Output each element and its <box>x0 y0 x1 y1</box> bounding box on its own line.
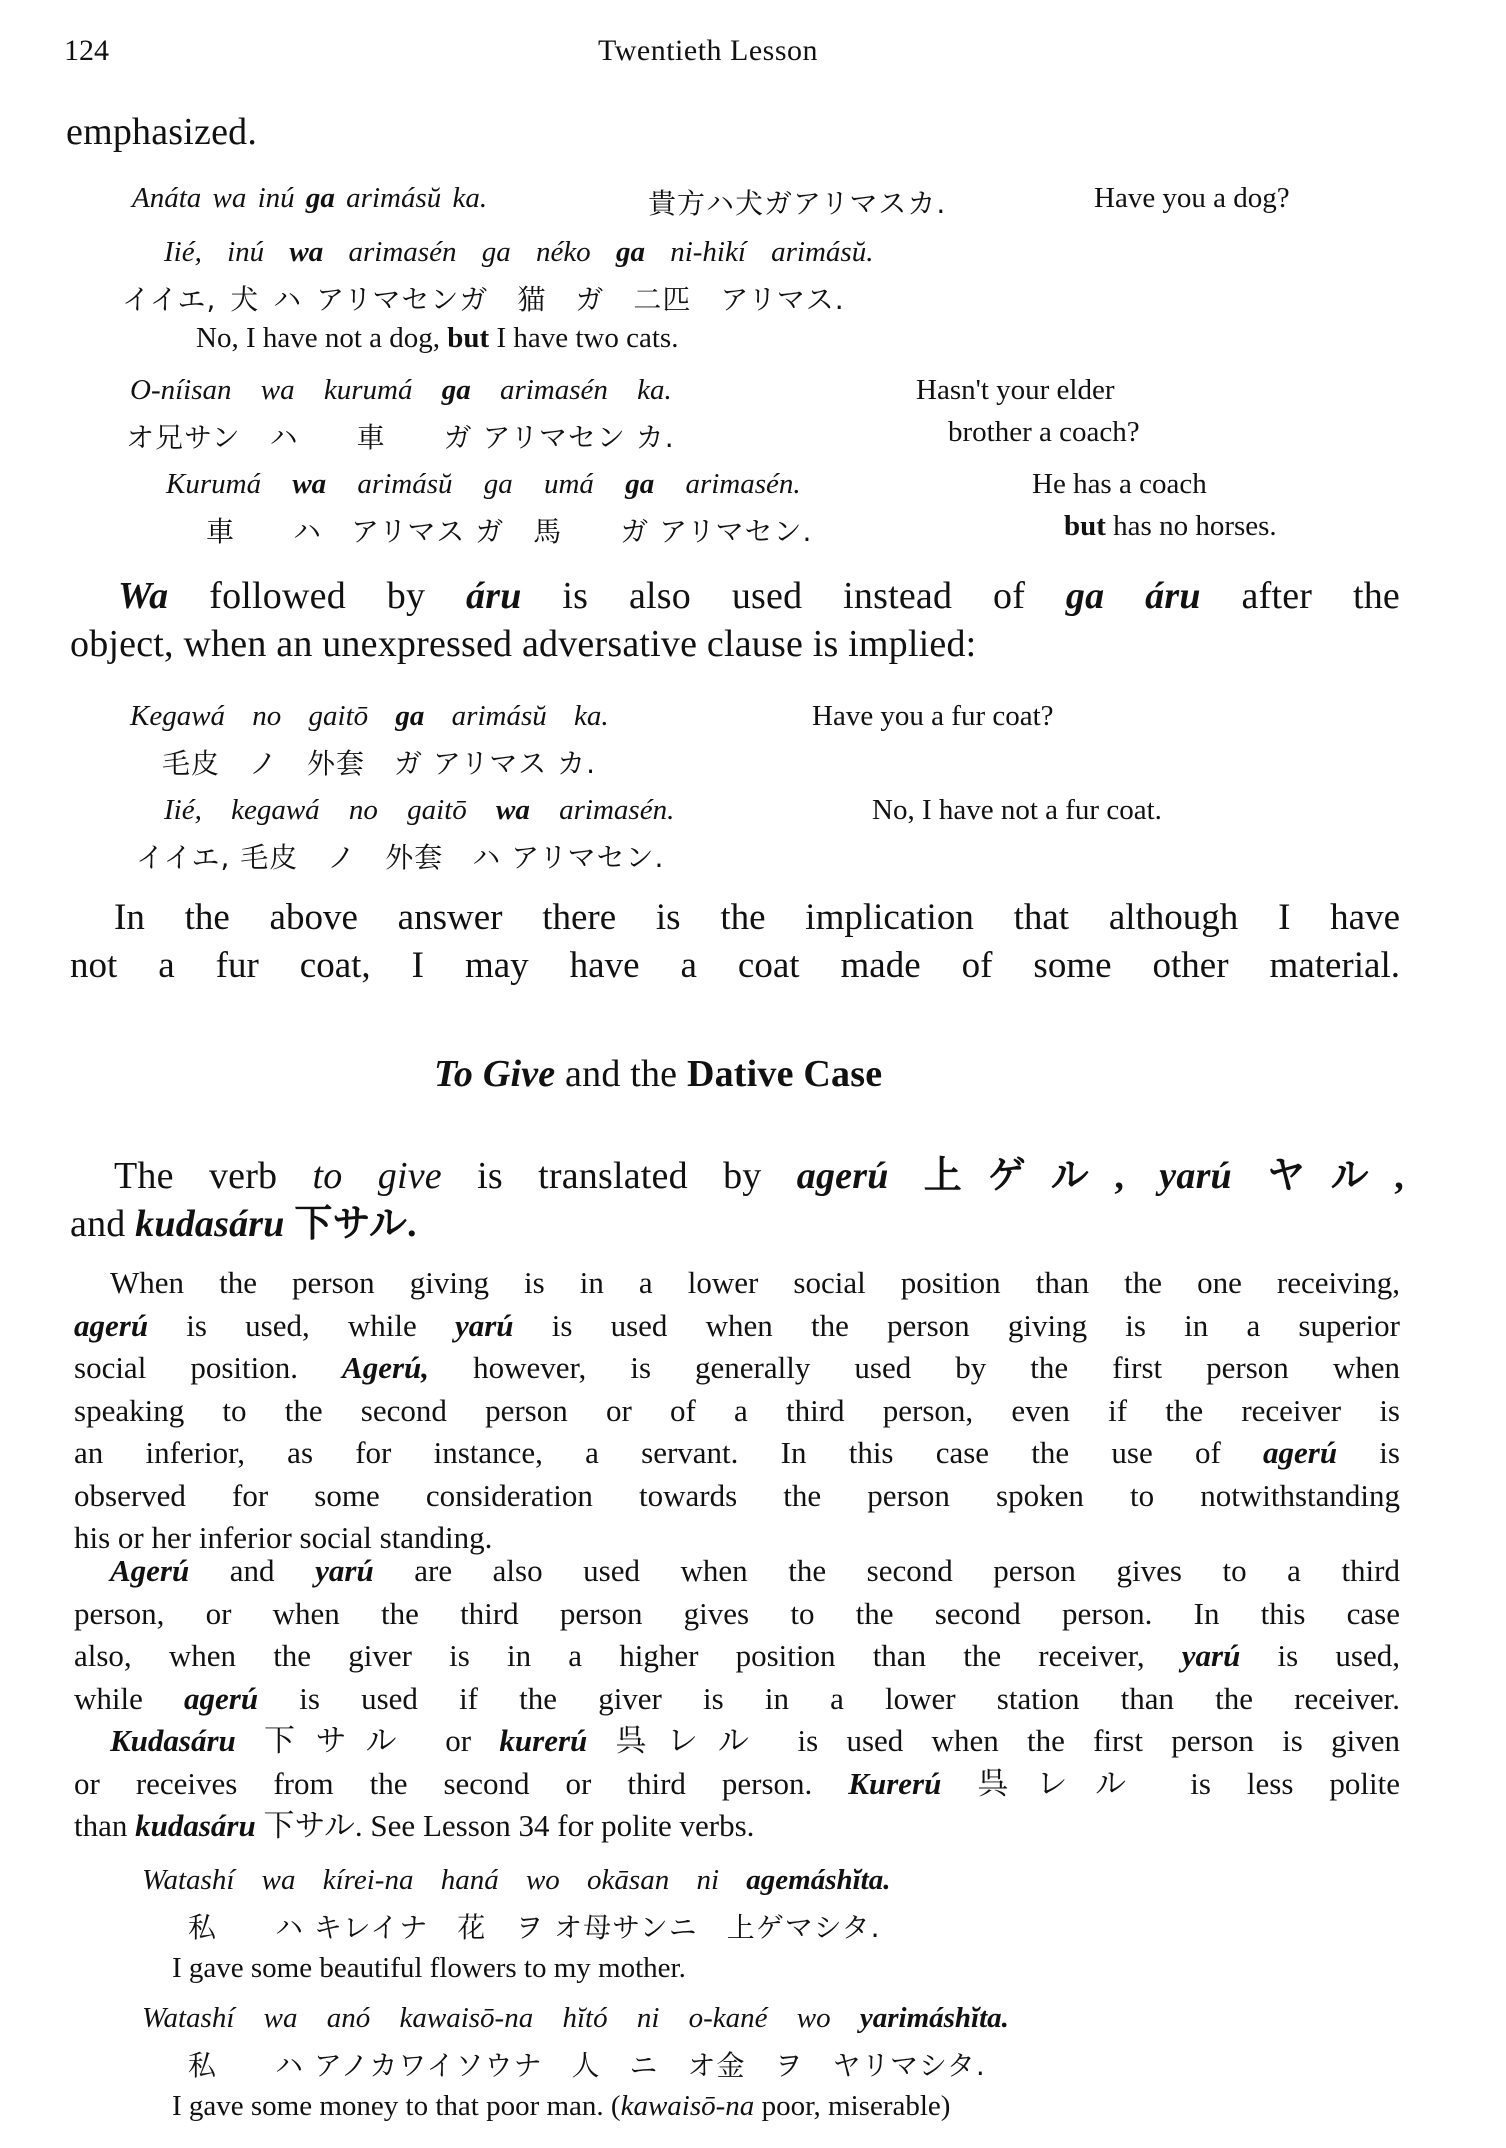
ex2-answer-japanese: 車 ハ アリマス ガ 馬 ガ アリマセン. <box>206 515 813 548</box>
ex1-answer-romaji: Iié, inú wa arimasén ga néko ga ni-hikí arimásŭ. <box>164 236 874 268</box>
ex1-question-japanese: 貴方ハ犬ガアリマスカ. <box>648 187 947 220</box>
ex3-question-english: Have you a fur coat? <box>812 700 1054 732</box>
ex2-question-romaji: O-níisan wa kurumá ga arimasén ka. <box>130 374 672 406</box>
ex1-question-romaji: Anáta wa inú ga arimásŭ ka. <box>132 182 488 214</box>
ex5-english: I gave some money to that poor man. (kawaisō-na poor, miserable) <box>172 2090 951 2122</box>
ex2-question-japanese: オ兄サン ハ 車 ガ アリマセン カ. <box>126 421 675 454</box>
ex5-japanese: 私 ハ アノカワイソウナ 人 ニ オ金 ヲ ヤリマシタ. <box>188 2049 986 2082</box>
ex3-answer-japanese: イイエ, 毛皮 ノ 外套 ハ アリマセン. <box>136 841 665 874</box>
verb-intro-line1: The verb to give is translated by agerú 上ゲル, yarú ヤル, <box>114 1155 1404 1197</box>
page-number: 124 <box>64 34 109 67</box>
ex1-question-english: Have you a dog? <box>1094 182 1290 214</box>
ex3-answer-english: No, I have not a fur coat. <box>872 794 1162 826</box>
verb-intro-line2: and kudasáru 下サル. <box>70 1203 417 1245</box>
ex3-answer-romaji: Iié, kegawá no gaitō wa arimasén. <box>164 794 675 826</box>
ex2-question-english-2: brother a coach? <box>948 416 1140 448</box>
ex2-answer-english-2: but has no horses. <box>1064 510 1277 542</box>
ex4-english: I gave some beautiful flowers to my mother. <box>172 1952 686 1984</box>
ex1-answer-japanese: イイエ, 犬 ハ アリマセンガ 猫 ガ 二匹 アリマス. <box>122 283 845 316</box>
section-title: To Give and the Dative Case <box>434 1053 883 1095</box>
continued-word: emphasized. <box>66 111 258 153</box>
paragraph-agerú-yarú: When the person giving is in a lower social position than the one receiving, agerú is used, while yarú is used when the person giving is in a superior social position. Agerú, however, is generally used by the first person when speaking to the second person or of a third person, even if the receiver is an inferior, as for instance, a servant. In this case the use of agerú is observed for some consideration towards the person spoken to notwithstanding his or her inferior social standing. <box>74 1265 1400 1555</box>
ex1-answer-english: No, I have not a dog, but I have two cats. <box>196 322 679 354</box>
ex5-romaji: Watashí wa anó kawaisō-na hĭtó ni o-kané wo yarimáshĭta. <box>142 2002 1009 2034</box>
ex4-romaji: Watashí wa kírei-na haná wo okāsan ni agemáshĭta. <box>142 1864 891 1896</box>
ex3-question-romaji: Kegawá no gaitō ga arimásŭ ka. <box>130 700 609 732</box>
paragraph-second-third-person: Agerú and yarú are also used when the second person gives to a third person, or when the third person gives to the second person. In this case also, when the giver is in a higher position than the receiver, yarú is used, while agerú is used if the giver is in a lower station than the receiver. Kudasáru 下サル or kurerú 呉レル is used when the first person is given or receives from the second or third person. Kurerú 呉レル is less polite than kudasáru 下サル. See Lesson 34 for polite verbs. <box>74 1553 1401 1843</box>
running-title: Twentieth Lesson <box>598 34 819 67</box>
ex2-answer-english-1: He has a coach <box>1032 468 1207 500</box>
rule1-line1: Wa followed by áru is also used instead of ga áru after the <box>118 575 1400 617</box>
ex4-japanese: 私 ハ キレイナ 花 ヲ オ母サンニ 上ゲマシタ. <box>188 1911 881 1944</box>
ex2-answer-romaji: Kurumá wa arimásŭ ga umá ga arimasén. <box>166 468 801 500</box>
ex3-question-japanese: 毛皮 ノ 外套 ガ アリマス カ. <box>162 747 597 780</box>
rule1-line2: object, when an unexpressed adversative clause is implied: <box>70 623 977 665</box>
implication-paragraph: In the above answer there is the implication that although I have not a fur coat, I may have a coat made of some other material. <box>70 897 1400 986</box>
ex2-question-english-1: Hasn't your elder <box>916 374 1115 406</box>
